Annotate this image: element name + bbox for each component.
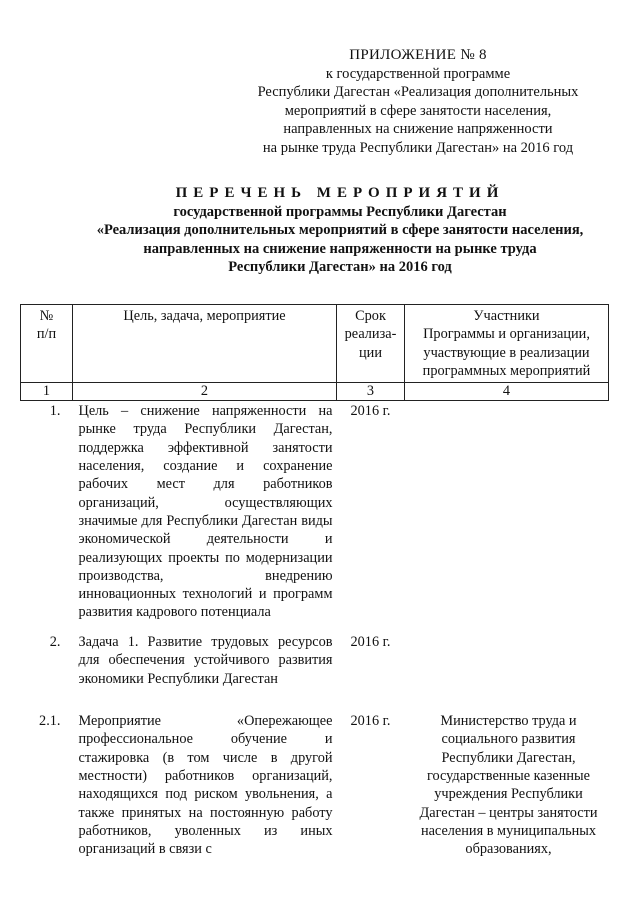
column-number-row [21,383,609,401]
header-goal: Цель, задача, мероприятие [73,305,337,383]
row-number: 2. [49,634,61,651]
header-participants: Участники Программы и организации, участвующие в реализации программных мероприятий [405,305,609,383]
row-number: 2.1. [39,713,61,730]
table-row [21,632,609,711]
column-number: 1 [21,383,73,401]
measures-table [20,304,609,859]
heading-line: государственной программы Республики Дагестан [173,203,507,220]
column-number: 3 [337,383,405,401]
table-header-row [21,305,609,383]
row-description: Задача 1. Развитие трудовых ресурсов для обеспечения устойчивого развития экономики Республики Дагестан [78,634,333,687]
appendix-block [248,46,588,157]
column-number: 4 [405,383,609,401]
appendix-line: к государственной программе [325,65,511,82]
appendix-line: направленных на снижение напряженности [283,121,553,137]
column-number: 2 [73,383,337,401]
row-participants: Министерство труда и социального развития Республики Дагестан, государственные казенные учреждения Республики Дагестан – центры занятости населения в муниципальных образованиях, [419,713,598,858]
heading-line: направленных на снижение напряженности на рынке труда [143,240,537,257]
appendix-title: ПРИЛОЖЕНИЕ № 8 [349,47,487,63]
row-term: 2016 г. [350,403,391,420]
document-heading [40,184,640,277]
header-number: № п/п [21,305,73,383]
header-term: Срок реализа- ции [337,305,405,383]
heading-title: ПЕРЕЧЕНЬ МЕРОПРИЯТИЙ [175,185,505,201]
heading-line: «Реализация дополнительных мероприятий в сфере занятости населения, [96,222,584,238]
row-description: Цель – снижение напряженности на рынке труда Республики Дагестан, поддержка эффективной занятости населения, создание и сохранение рабочих мест для работников организаций, осуществляющих значимые для Республики Дагестан виды экономической деятельности и реализующих проекты по модернизации производства, внедрению инновационных технологий и программ развития кадрового потенциала [78,403,333,621]
heading-line: Республики Дагестан» на 2016 год [228,259,452,275]
row-term: 2016 г. [350,634,391,651]
row-participants [405,401,609,633]
row-term: 2016 г. [350,713,391,730]
table-row [21,401,609,633]
appendix-line: Республики Дагестан «Реализация дополнительных [257,84,579,100]
table-row [21,711,609,858]
row-description: Мероприятие «Опережающее профессиональное обучение и стажировка (в том числе в другой местности) работников организаций, находящихся под риском увольнения, а также принятых на постоянную работу работников, уволенных из иных организаций в связи с [78,713,333,858]
appendix-line: на рынке труда Республики Дагестан» на 2016 год [262,139,574,156]
row-number: 1. [49,403,61,420]
row-participants [405,632,609,711]
appendix-line: мероприятий в сфере занятости населения, [284,102,552,119]
